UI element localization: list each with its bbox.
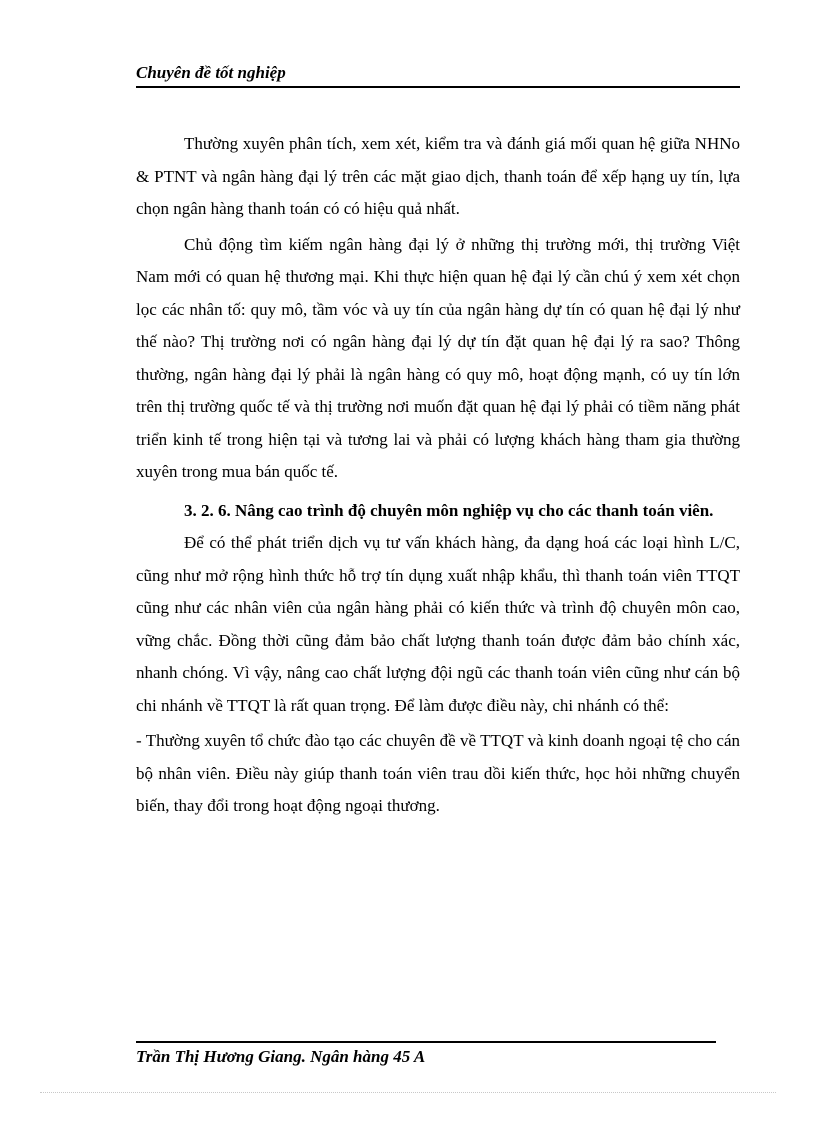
page-header [136,60,740,88]
page-footer [136,1041,716,1066]
section-heading: 3. 2. 6. Nâng cao trình độ chuyên môn nghiệp vụ cho các thanh toán viên. [184,500,714,520]
document-body [136,128,740,823]
footer-author: Trần Thị Hương Giang. Ngân hàng 45 A [136,1047,426,1066]
paragraph-staff-expertise: Để có thể phát triển dịch vụ tư vấn khách hàng, đa dạng hoá các loại hình L/C, cũng như mở rộng hình thức hỗ trợ tín dụng xuất nhập khẩu, thì thanh toán viên TTQT cũng như các nhân viên của ngân hàng phải có kiến thức và trình độ chuyên môn cao, vững chắc. Đồng thời cũng đảm bảo chất lượng thanh toán được đảm bảo chính xác, nhanh chóng. Vì vậy, nâng cao chất lượng đội ngũ các thanh toán viên cũng như cán bộ chi nhánh về TTQT là rất quan trọng. Để làm được điều này, chi nhánh có thể: [136,533,740,715]
bullet-training: - Thường xuyên tổ chức đào tạo các chuyên đề về TTQT và kinh doanh ngoại tệ cho cán bộ nhân viên. Điều này giúp thanh toán viên trau dồi kiến thức, học hỏi những chuyển biến, thay đổi trong hoạt động ngoại thương. [136,731,740,815]
page-bottom-divider [40,1092,776,1093]
header-title: Chuyên đề tốt nghiệp [136,63,286,82]
paragraph-new-markets: Chủ động tìm kiếm ngân hàng đại lý ở những thị trường mới, thị trường Việt Nam mới có quan hệ thương mại. Khi thực hiện quan hệ đại lý cần chú ý xem xét chọn lọc các nhân tố: quy mô, tầm vóc và uy tín của ngân hàng dự tín có quan hệ đại lý như thế nào? Thị trường nơi có ngân hàng đại lý dự tín đặt quan hệ đại lý ra sao? Thông thường, ngân hàng đại lý phải là ngân hàng có quy mô, hoạt động mạnh, có uy tín lớn trên thị trường quốc tế và thị trường nơi muốn đặt quan hệ đại lý phải có tiềm năng phát triển kinh tế trong hiện tại và tương lai và phải có lượng khách hàng tham gia thường xuyên trong mua bán quốc tế. [136,234,740,481]
paragraph-bank-relations-review: Thường xuyên phân tích, xem xét, kiểm tra và đánh giá mối quan hệ giữa NHNo & PTNT và ngân hàng đại lý trên các mặt giao dịch, thanh toán để xếp hạng uy tín, lựa chọn ngân hàng thanh toán có có hiệu quả nhất. [136,134,740,218]
